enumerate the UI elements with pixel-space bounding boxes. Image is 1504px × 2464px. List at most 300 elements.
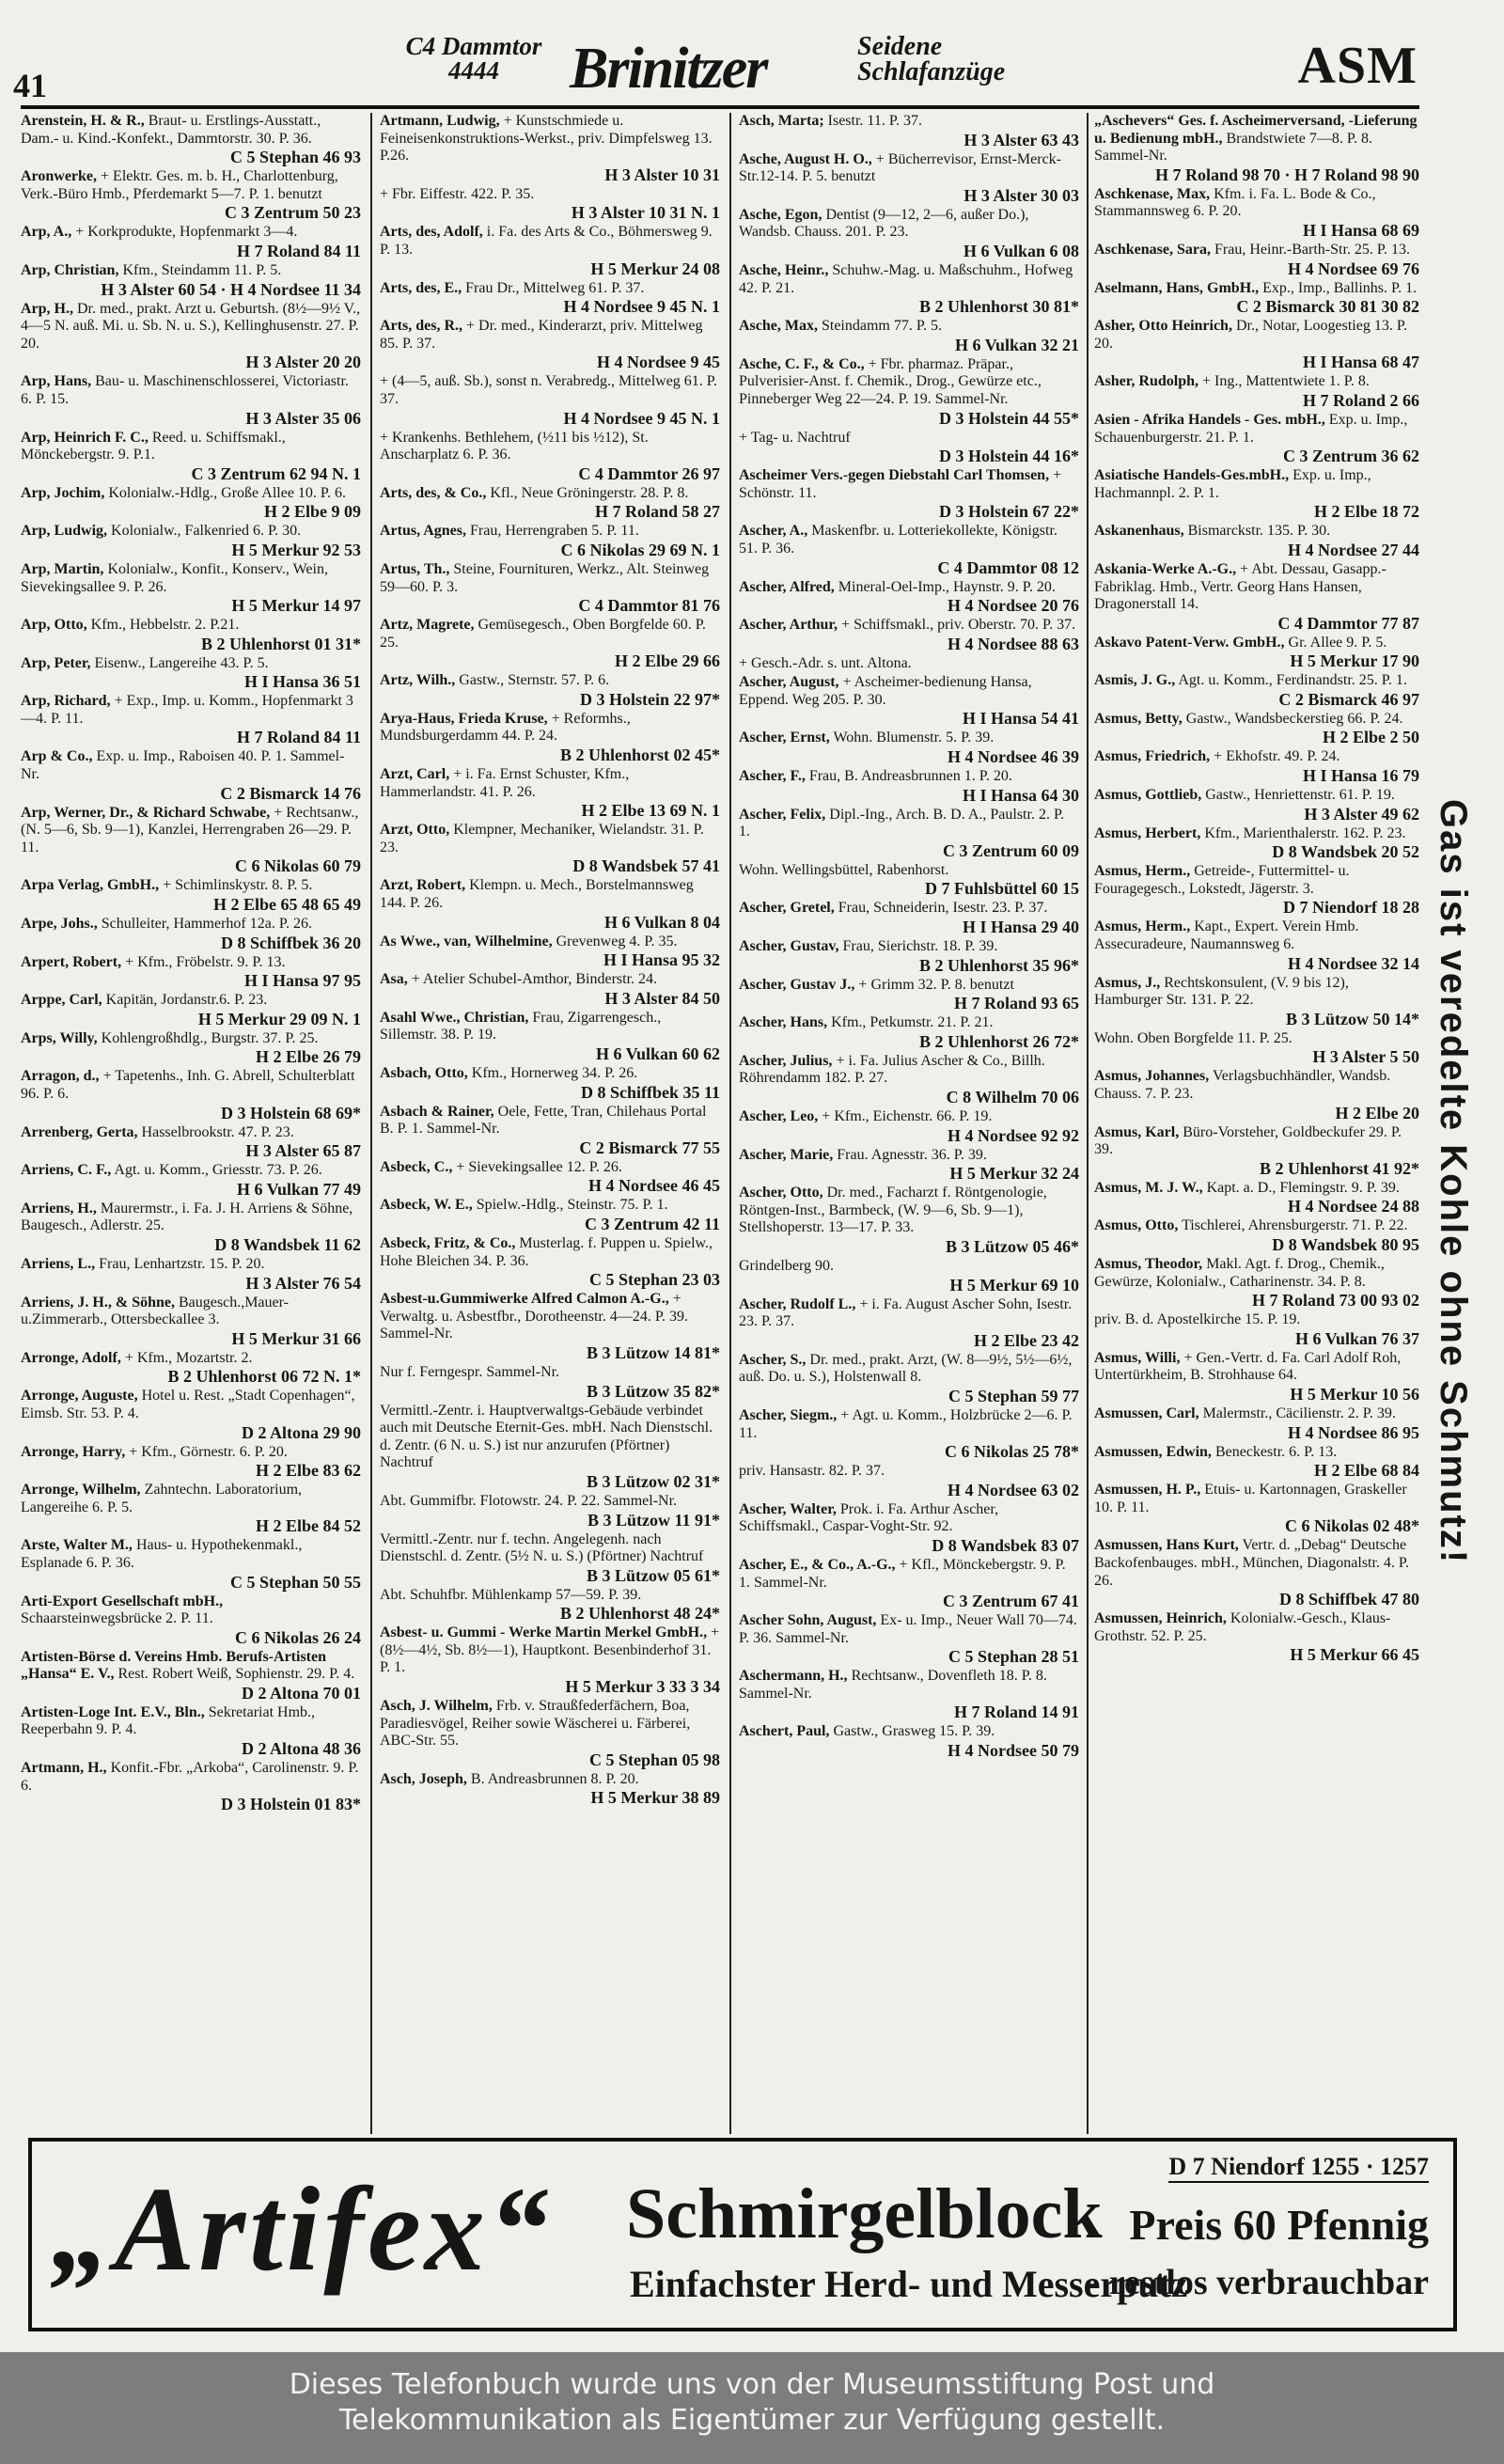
entry-phone: C 6 Nikolas 26 24	[234, 1627, 361, 1647]
directory-entry	[21, 1388, 361, 1441]
directory-entry	[1094, 467, 1419, 521]
directory-entry	[21, 805, 361, 876]
entry-phone: C 3 Zentrum 42 11	[585, 1214, 720, 1233]
entry-phone: H 6 Vulkan 32 21	[954, 335, 1079, 354]
entry-phone: D 8 Schiffbek 47 80	[1278, 1590, 1419, 1609]
entry-name: Artisten-Börse d. Vereins Hmb. Berufs-Artisten „Hansa“ E. V.,	[21, 1648, 327, 1683]
entry-name: Arriens, J. H., & Söhne,	[21, 1294, 175, 1310]
entry-name: Arp, H.,	[21, 300, 73, 317]
entry-name: Artus, Th.,	[380, 560, 450, 577]
directory-entry	[1094, 1537, 1419, 1609]
entry-name: Asmus, J.,	[1094, 974, 1161, 991]
entry-phone: H 5 Merkur 24 08	[590, 259, 720, 278]
entry-details: Dr. med., prakt. Arzt, (W. 8—9½, 5½—6½, auß. Do. u. S.), Holstenwall 8.	[739, 1351, 1073, 1386]
directory-entry	[21, 1201, 361, 1254]
entry-phone: D 8 Wandsbek 80 95	[1272, 1234, 1419, 1254]
directory-entry	[739, 1407, 1079, 1461]
column-divider	[1087, 113, 1089, 2134]
entry-details: + Atelier Schubel-Amthor, Binderstr. 24.	[411, 971, 658, 988]
directory-entry	[21, 1649, 361, 1703]
archive-footer	[0, 2352, 1504, 2464]
directory-entry	[1094, 1482, 1419, 1535]
entry-name: Ascher, Arthur,	[739, 617, 838, 634]
entry-name: Ascher, Otto,	[739, 1185, 823, 1201]
entry-phone: H 3 Alster 5 50	[1312, 1047, 1419, 1067]
entry-phone: H I Hansa 97 95	[243, 971, 361, 991]
entry-details: + (8½—4½, Sb. 8½—1), Hauptkont. Besenbinderhof 31. P. 1.	[380, 1624, 720, 1676]
directory-entry	[739, 768, 1079, 805]
entry-name: Asahl Wwe., Christian,	[380, 1009, 529, 1026]
entry-phone: B 2 Uhlenhorst 26 72*	[918, 1031, 1079, 1051]
entry-phone: H 2 Elbe 83 62	[255, 1461, 361, 1481]
directory-entry	[21, 1068, 361, 1122]
entry-phone: H I Hansa 54 41	[962, 709, 1079, 729]
directory-entry	[739, 318, 1079, 354]
directory-entry	[380, 224, 720, 277]
directory-entry	[739, 1147, 1079, 1184]
entry-name: Arenstein, H. & R.,	[21, 113, 145, 129]
entry-phone: C 3 Zentrum 50 23	[225, 203, 361, 223]
directory-entry	[380, 617, 720, 670]
directory-entry	[739, 1053, 1079, 1106]
entry-details: Gastw., Grasweg 15. P. 39.	[833, 1723, 995, 1740]
entry-name: Asche, August H. O.,	[739, 150, 872, 167]
footer-line-2: Telekommunikation als Eigentümer zur Verfügung gestellt.	[338, 2404, 1166, 2437]
directory-entry	[380, 877, 720, 931]
entry-phone: C 2 Bismarck 77 55	[579, 1138, 720, 1157]
entry-name: Artus, Agnes,	[380, 523, 467, 540]
entry-details: Rechtsanw., Dovenfleth 18. P. 8. Sammel-Nr.	[739, 1668, 1047, 1702]
directory-entry	[21, 168, 361, 222]
entry-details: Musterlag. f. Puppen u. Spielw., Hohe Bleichen 34. P. 36.	[380, 1234, 713, 1269]
entry-details: Sekretariat Hmb., Reeperbahn 9. P. 4.	[21, 1703, 316, 1738]
header-name-range: ASM	[1297, 37, 1418, 95]
entry-phone: H 7 Roland 84 11	[236, 241, 361, 260]
entry-name: Asmussen, H. P.,	[1094, 1482, 1201, 1499]
directory-entry	[1094, 318, 1419, 371]
entry-phone: H 2 Elbe 65 48 65 49	[212, 895, 361, 915]
directory-entry	[1094, 1068, 1419, 1122]
entry-name: Ascher, F.,	[739, 768, 806, 785]
entry-phone: H 3 Alster 49 62	[1304, 804, 1419, 824]
entry-name: Artz, Magrete,	[380, 617, 475, 634]
entry-details: Grindelberg 90.	[739, 1257, 835, 1274]
entry-name: Ascher, Marie,	[739, 1146, 834, 1163]
directory-entry	[739, 1185, 1079, 1256]
entry-details: Bau- u. Maschinenschlosserei, Victoriastr. 6. P. 15.	[21, 373, 349, 407]
entry-name: Arzt, Carl,	[380, 766, 450, 783]
entry-name: Asmussen, Carl,	[1094, 1405, 1199, 1421]
entry-name: Asch, Marta;	[739, 113, 824, 129]
entry-phone: D 8 Wandsbek 57 41	[572, 856, 720, 876]
entry-phone: H 2 Elbe 9 09	[263, 502, 361, 522]
directory-entry	[380, 1197, 720, 1233]
entry-name: Ascher, Rudolf L.,	[739, 1295, 856, 1312]
listing-column-3	[739, 113, 1079, 2106]
entry-phone: H 7 Roland 2 66	[1302, 390, 1419, 410]
directory-entry	[1094, 1405, 1419, 1442]
directory-entry	[21, 523, 361, 559]
directory-entry	[380, 561, 720, 615]
entry-name: Arp, Peter,	[21, 654, 91, 671]
entry-name: Ascher, August,	[739, 674, 839, 691]
entry-details: Eisenw., Langereihe 43. P. 5.	[94, 654, 269, 671]
directory-entry	[1094, 1256, 1419, 1310]
entry-details: Gr. Allee 9. P. 5.	[1288, 634, 1387, 651]
entry-name: Aschkenase, Sara,	[1094, 241, 1212, 258]
entry-name: Artisten-Loge Int. E.V., Bln.,	[21, 1703, 205, 1720]
entry-name: Ascher, Gustav,	[739, 938, 839, 955]
ad-product: Schmirgelblock	[626, 2174, 1103, 2253]
entry-phone: H 4 Nordsee 32 14	[1288, 953, 1419, 973]
entry-name: Arp, Hans,	[21, 373, 92, 390]
directory-entry	[21, 617, 361, 653]
entry-name: Arronge, Wilhelm,	[21, 1482, 141, 1499]
directory-entry	[739, 1296, 1079, 1350]
directory-entry	[1094, 523, 1419, 559]
header-ad-contact: C4 Dammtor 4444	[405, 32, 542, 85]
entry-details: Frau, Schneiderin, Isestr. 23. P. 37.	[838, 900, 1048, 917]
entry-name: Ascher, Ernst,	[739, 730, 830, 746]
entry-phone: H 7 Roland 58 27	[594, 502, 720, 522]
entry-name: Asien - Afrika Handels - Ges. mbH.,	[1094, 411, 1325, 428]
entry-phone: D 3 Holstein 44 16*	[938, 447, 1079, 466]
entry-name: Asmus, Gottlieb,	[1094, 787, 1202, 804]
directory-entry	[739, 579, 1079, 616]
directory-entry	[739, 1258, 1079, 1295]
ad-slogan: - restlos verbrauchbar	[1088, 2263, 1429, 2302]
entry-name: Arp, Christian,	[21, 261, 119, 278]
entry-phone: H 4 Nordsee 63 02	[948, 1480, 1079, 1499]
directory-entry	[1094, 242, 1419, 278]
directory-entry	[380, 523, 720, 559]
directory-entry	[739, 207, 1079, 260]
entry-name: Arronge, Auguste,	[21, 1388, 138, 1405]
entry-details: Maskenfbr. u. Lotteriekollekte, Königstr. 51. P. 36.	[739, 523, 1058, 557]
entry-phone: H 4 Nordsee 50 79	[948, 1741, 1079, 1761]
entry-details: Braut- u. Erstlings-Ausstatt., Dam.- u. Kind.-Konfekt., Dammtorstr. 30. P. 36.	[21, 113, 321, 147]
entry-name: Asbeck, Fritz, & Co.,	[380, 1234, 516, 1251]
entry-name: Asmus, Herm.,	[1094, 863, 1191, 880]
directory-entry	[380, 1104, 720, 1157]
entry-phone: H 3 Alster 76 54	[245, 1273, 361, 1293]
entry-phone: H 4 Nordsee 46 39	[948, 747, 1079, 767]
entry-phone: H I Hansa 29 40	[962, 918, 1079, 937]
entry-phone: B 3 Lützow 11 91*	[587, 1510, 720, 1530]
entry-name: Asmus, Betty,	[1094, 710, 1183, 727]
directory-entry	[1094, 1311, 1419, 1348]
entry-details: Steine, Fournituren, Werkz., Alt. Steinweg 59—60. P. 3.	[380, 560, 710, 595]
entry-name: Artmann, Ludwig,	[380, 113, 500, 129]
entry-name: Ascher, Alfred,	[739, 578, 835, 595]
directory-entry	[21, 877, 361, 914]
entry-details: + Agt. u. Komm., Holzbrücke 2—6. P. 11.	[739, 1406, 1073, 1441]
entry-phone: D 3 Holstein 44 55*	[938, 408, 1079, 428]
directory-entry	[739, 1612, 1079, 1666]
entry-details: Schulleiter, Hammerhof 12a. P. 26.	[101, 916, 312, 933]
page-number: 41	[13, 67, 47, 104]
entry-details: Kapitän, Jordanstr.6. P. 23.	[105, 992, 268, 1009]
entry-name: Asmus, M. J. W.,	[1094, 1179, 1203, 1196]
entry-details: Kfm., Steindamm 11. P. 5.	[122, 261, 282, 278]
entry-phone: B 3 Lützow 05 61*	[586, 1565, 720, 1585]
entry-phone: B 3 Lützow 14 81*	[586, 1342, 720, 1362]
entry-name: Asbest-u.Gummiwerke Alfred Calmon A.-G.,	[380, 1291, 669, 1308]
entry-name: As Wwe., van, Wilhelmine,	[380, 933, 553, 950]
directory-entry	[739, 730, 1079, 766]
entry-details: Kolonialw., Falkenried 6. P. 30.	[111, 523, 302, 540]
entry-name: Asmussen, Edwin,	[1094, 1443, 1212, 1460]
entry-name: Asmus, Friedrich,	[1094, 748, 1211, 765]
directory-entry	[21, 954, 361, 991]
entry-name: Asmus, Karl,	[1094, 1123, 1180, 1140]
entry-details: + Schimlinskystr. 8. P. 5.	[163, 877, 313, 894]
entry-phone: B 2 Uhlenhorst 35 96*	[918, 955, 1079, 975]
entry-details: Makl. Agt. f. Drog., Chemik., Gewürze, Kolonialw., Catharinenstr. 34. P. 8.	[1094, 1255, 1385, 1290]
directory-entry	[739, 1501, 1079, 1555]
entry-name: Arts, des, & Co.,	[380, 484, 487, 501]
entry-details: + Elektr. Ges. m. b. H., Charlottenburg, Verk.-Büro Hmb., Pferdemarkt 5—7. P. 1. benutzt	[21, 168, 338, 202]
directory-entry	[21, 1350, 361, 1387]
entry-details: + Kfm., Fröbelstr. 9. P. 13.	[125, 953, 286, 970]
entry-details: Kohlengroßhdlg., Burgstr. 37. P. 25.	[101, 1029, 319, 1046]
entry-name: Asa,	[380, 971, 408, 988]
entry-details: Klempner, Mechaniker, Wielandstr. 31. P. 23.	[380, 822, 704, 855]
entry-phone: H 2 Elbe 13 69 N. 1	[581, 801, 720, 821]
entry-phone: H 5 Merkur 32 24	[949, 1164, 1079, 1184]
directory-entry	[380, 1010, 720, 1063]
directory-entry	[1094, 672, 1419, 709]
entry-phone: H 4 Nordsee 9 45 N. 1	[563, 297, 720, 317]
entry-name: Arzt, Otto,	[380, 822, 450, 839]
entry-phone: H 5 Merkur 31 66	[231, 1328, 361, 1348]
directory-entry	[1094, 787, 1419, 824]
column-divider	[370, 113, 372, 2134]
directory-entry	[380, 1403, 720, 1491]
entry-phone: C 8 Wilhelm 70 06	[946, 1088, 1079, 1106]
entry-details: Wohn. Blumenstr. 5. P. 39.	[833, 730, 995, 746]
entry-phone: H 2 Elbe 84 52	[255, 1516, 361, 1536]
entry-details: + Schönstr. 11.	[739, 467, 1062, 501]
directory-entry	[380, 430, 720, 483]
entry-phone: B 3 Lützow 35 82*	[586, 1381, 720, 1401]
directory-entry	[380, 971, 720, 1008]
listing-column-1	[21, 113, 361, 2106]
directory-entry	[739, 655, 1079, 673]
directory-entry	[21, 1295, 361, 1348]
entry-details: + Tapetenhs., Inh. G. Abrell, Schulterblatt 96. P. 6.	[21, 1068, 355, 1102]
entry-phone: D 3 Holstein 22 97*	[579, 689, 720, 709]
entry-details: + i. Fa. August Ascher Sohn, Isestr. 23. P. 37.	[739, 1295, 1073, 1330]
directory-entry	[380, 186, 720, 223]
directory-entry	[739, 262, 1079, 316]
directory-entry	[380, 1493, 720, 1530]
directory-entry	[739, 862, 1079, 899]
entry-details: Rechtskonsulent, (V. 9 bis 12), Hamburger Str. 131. P. 22.	[1094, 974, 1349, 1009]
column-divider	[729, 113, 731, 2134]
entry-name: Asmus, Herm.,	[1094, 918, 1191, 935]
directory-entry	[1094, 1444, 1419, 1481]
entry-details: Exp. u. Imp., Schauenburgerstr. 21. P. 1.	[1094, 411, 1408, 446]
entry-name: Arriens, L.,	[21, 1255, 96, 1272]
entry-name: Ascher, Walter,	[739, 1500, 837, 1517]
entry-phone: D 8 Wandsbek 20 52	[1272, 842, 1419, 862]
entry-name: Asch, J. Wilhelm,	[380, 1698, 493, 1715]
entry-details: Kfm., Marienthalerstr. 162. P. 23.	[1204, 824, 1406, 841]
entry-phone: H 4 Nordsee 9 45	[597, 353, 720, 372]
entry-name: Arp, Otto,	[21, 617, 87, 634]
directory-entry	[21, 561, 361, 615]
footer-text	[0, 2367, 1504, 2439]
entry-phone: C 5 Stephan 23 03	[588, 1270, 720, 1290]
entry-name: Asiatische Handels-Ges.mbH.,	[1094, 467, 1290, 484]
entry-details: + Dr. med., Kinderarzt, priv. Mittelweg 85. P. 37.	[380, 318, 703, 352]
entry-details: Wohn. Wellingsbüttel, Rabenhorst.	[739, 861, 949, 878]
entry-details: Maurermstr., i. Fa. J. H. Arriens & Söhne, Baugesch., Adlerstr. 25.	[21, 1200, 353, 1234]
entry-phone: C 5 Stephan 46 93	[229, 148, 361, 167]
entry-details: Tischlerei, Ahrensburgerstr. 71. P. 22.	[1182, 1217, 1408, 1234]
entry-details: Gastw., Wandsbeckerstieg 66. P. 24.	[1185, 710, 1403, 727]
directory-entry	[739, 1463, 1079, 1499]
entry-phone: H 6 Vulkan 77 49	[236, 1179, 361, 1199]
entry-details: + Abt. Dessau, Gasapp.- Fabriklag. Hmb., Vertr. Georg Hans Hansen, Dragonerstall 14.	[1094, 560, 1386, 613]
entry-phone: D 8 Wandsbek 83 07	[932, 1535, 1079, 1555]
entry-phone: C 4 Dammtor 81 76	[578, 596, 720, 616]
entry-name: Asmus, Otto,	[1094, 1217, 1179, 1234]
entry-details: + Ascheimer-bedienung Hansa, Eppend. Weg 205. P. 30.	[739, 674, 1032, 708]
directory-entry	[1094, 863, 1419, 917]
directory-entry	[380, 1531, 720, 1585]
entry-phone: H 2 Elbe 20	[1335, 1103, 1419, 1122]
entry-name: Asmus, Willi,	[1094, 1349, 1181, 1366]
entry-details: priv. Hansastr. 82. P. 37.	[739, 1463, 885, 1480]
entry-name: Ascher, Felix,	[739, 806, 826, 823]
entry-name: Arp, A.,	[21, 224, 72, 241]
entry-details: + Gesch.-Adr. s. unt. Altona.	[739, 654, 912, 671]
entry-details: i. Fa. des Arts & Co., Böhmersweg 9. P. 13.	[380, 224, 713, 258]
entry-phone: H I Hansa 95 32	[603, 950, 720, 970]
entry-name: Arste, Walter M.,	[21, 1537, 133, 1554]
entry-details: + Kfl., Mönckebergstr. 9. P. 1. Sammel-Nr.	[739, 1556, 1066, 1591]
directory-entry	[380, 485, 720, 522]
entry-phone: H 5 Merkur 29 09 N. 1	[197, 1009, 361, 1028]
entry-phone: H 5 Merkur 3 33 3 34	[565, 1677, 720, 1697]
directory-entry	[739, 523, 1079, 576]
directory-entry	[739, 617, 1079, 653]
directory-entry	[739, 1668, 1079, 1721]
entry-phone: H 5 Merkur 38 89	[590, 1788, 720, 1808]
directory-entry	[739, 1723, 1079, 1760]
entry-details: Frau. Agnesstr. 36. P. 39.	[837, 1146, 987, 1163]
entry-phone: H 4 Nordsee 88 63	[948, 634, 1079, 653]
side-slogan: Gas ist veredelte Kohle ohne Schmutz!	[1433, 799, 1474, 1565]
entry-name: Arzt, Robert,	[380, 877, 466, 894]
entry-phone: D 8 Wandsbek 11 62	[214, 1234, 361, 1254]
entry-phone: B 2 Uhlenhorst 06 72 N. 1*	[167, 1367, 361, 1387]
directory-entry	[1094, 373, 1419, 410]
entry-details: Dipl.-Ing., Arch. B. D. A., Paulstr. 2. P. 1.	[739, 806, 1065, 840]
entry-name: Arronge, Adolf,	[21, 1349, 121, 1366]
entry-phone: D 2 Altona 29 90	[241, 1422, 361, 1442]
entry-details: Abt. Schuhfbr. Mühlenkamp 57—59. P. 39.	[380, 1586, 642, 1603]
header-ad-tagline: Seidene Schlafanzüge	[857, 32, 1006, 86]
entry-phone: C 5 Stephan 28 51	[948, 1647, 1079, 1667]
entry-details: Abt. Gummifbr. Flotowstr. 24. P. 22. Sammel-Nr.	[380, 1492, 678, 1509]
entry-phone: D 3 Holstein 67 22*	[938, 502, 1079, 522]
footer-line-1: Dieses Telefonbuch wurde uns von der Museumsstiftung Post und	[289, 2368, 1215, 2401]
entry-details: Dr. med., Facharzt f. Röntgenologie, Röntgen-Inst., Barmbeck, (W. 9—6, Sb. 9—1), Stellshoperstr. 13—17. P. 33.	[739, 1185, 1047, 1236]
entry-phone: C 6 Nikolas 29 69 N. 1	[560, 540, 720, 559]
entry-phone: C 3 Zentrum 36 62	[1283, 447, 1419, 466]
entry-details: Kapt., Expert. Verein Hmb. Assecuradeure, Naumannsweg 6.	[1094, 918, 1359, 953]
entry-phone: H 2 Elbe 26 79	[255, 1047, 361, 1067]
entry-name: Artz, Wilh.,	[380, 672, 456, 689]
entry-phone: H 4 Nordsee 86 95	[1288, 1422, 1419, 1442]
entry-details: + Tag- u. Nachtruf	[739, 429, 851, 446]
entry-phone: C 4 Dammtor 08 12	[937, 557, 1079, 577]
entry-name: Arp, Jochim,	[21, 484, 105, 501]
entry-name: Arronge, Harry,	[21, 1443, 126, 1460]
entry-name: Ascher, Gretel,	[739, 900, 835, 917]
directory-entry	[21, 485, 361, 522]
entry-phone: B 2 Uhlenhorst 01 31*	[200, 634, 361, 653]
entry-phone: C 5 Stephan 59 77	[948, 1386, 1079, 1405]
directory-entry	[380, 822, 720, 875]
entry-details: Malermstr., Cäcilienstr. 2. P. 39.	[1202, 1405, 1396, 1421]
directory-entry	[21, 1256, 361, 1293]
entry-details: Steindamm 77. P. 5.	[821, 318, 942, 335]
entry-phone: C 2 Bismarck 46 97	[1278, 689, 1419, 709]
entry-name: Arpa Verlag, GmbH.,	[21, 877, 160, 894]
entry-name: Artmann, H.,	[21, 1760, 107, 1777]
entry-phone: D 8 Schiffbek 36 20	[220, 933, 361, 952]
entry-phone: H 7 Roland 93 65	[953, 994, 1079, 1013]
directory-entry	[21, 1760, 361, 1813]
directory-entry	[739, 938, 1079, 975]
entry-phone: C 5 Stephan 05 98	[588, 1750, 720, 1769]
entry-name: Arp, Ludwig,	[21, 523, 108, 540]
directory-entry	[21, 430, 361, 483]
entry-details: + Reformhs., Mundsburgerdamm 44. P. 24.	[380, 710, 631, 745]
entry-name: Arps, Willy,	[21, 1029, 98, 1046]
entry-name: Asche, Egon,	[739, 206, 822, 223]
entry-details: Kfm., Hebbelstr. 2. P.21.	[90, 617, 240, 634]
directory-entry	[1094, 561, 1419, 633]
entry-name: Asbeck, W. E.,	[380, 1197, 473, 1214]
entry-details: Brandstwiete 7—8. P. 8. Sammel-Nr.	[1094, 130, 1373, 165]
entry-name: Ascher, E., & Co., A.-G.,	[739, 1556, 896, 1573]
entry-phone: C 2 Bismarck 14 76	[220, 783, 361, 803]
entry-details: Frau, Herrengraben 5. P. 11.	[470, 523, 639, 540]
entry-phone: H I Hansa 68 47	[1302, 353, 1419, 372]
entry-name: Asmis, J. G.,	[1094, 672, 1176, 689]
directory-entry	[1094, 711, 1419, 747]
entry-details: Hotel u. Rest. „Stadt Copenhagen“, Eimsb. Str. 53. P. 4.	[21, 1388, 355, 1421]
directory-entry	[380, 1771, 720, 1808]
entry-name: Aselmann, Hans, GmbH.,	[1094, 279, 1260, 296]
directory-entry	[380, 318, 720, 371]
entry-details: Klempn. u. Mech., Borstelmannsweg 144. P. 26.	[380, 877, 694, 912]
entry-phone: H 6 Vulkan 6 08	[963, 241, 1079, 260]
directory-entry	[1094, 113, 1419, 184]
entry-details: + Verwaltg. u. Asbestfbr., Dorotheenstr. 4—24. P. 39. Sammel-Nr.	[380, 1291, 688, 1342]
listing-column-4	[1094, 113, 1419, 2106]
directory-entry	[21, 1704, 361, 1758]
entry-phone: C 3 Zentrum 62 94 N. 1	[191, 463, 361, 483]
directory-entry	[21, 1030, 361, 1067]
directory-entry	[380, 373, 720, 427]
directory-entry	[1094, 1217, 1419, 1254]
